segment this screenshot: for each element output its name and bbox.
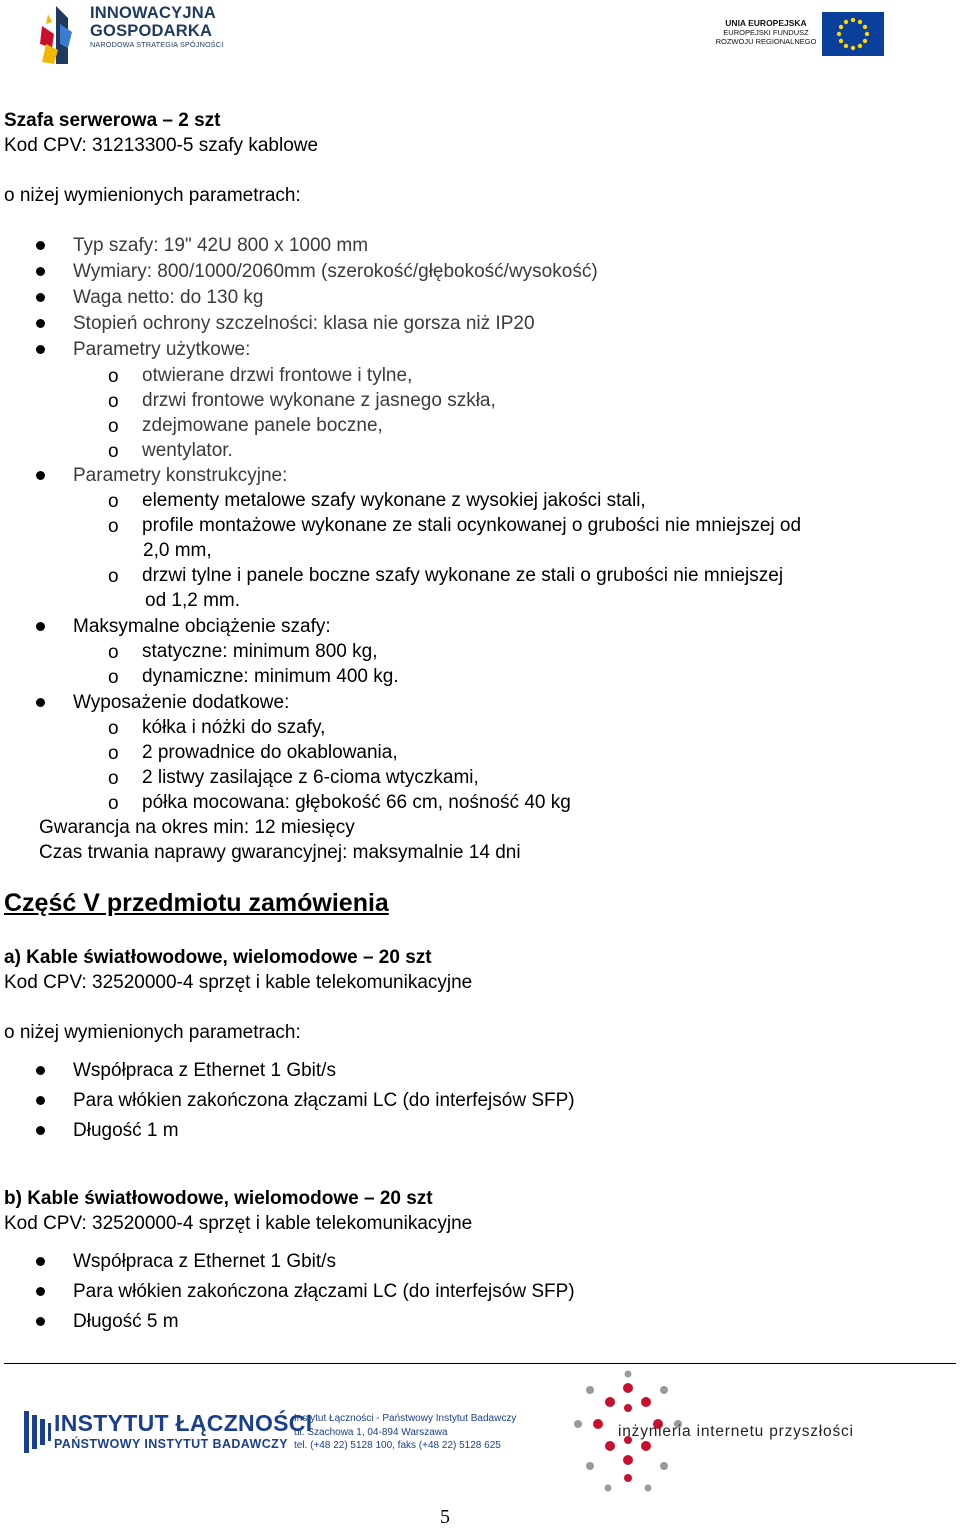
sub-marker: o [108, 566, 119, 587]
sub-marker: o [108, 642, 119, 663]
ig-line2: GOSPODARKA [90, 22, 213, 40]
bullet-icon [36, 319, 45, 328]
sub-marker: o [108, 793, 119, 814]
sub-marker: o [108, 366, 119, 387]
sub-marker: o [108, 491, 119, 512]
section-a-cpv: Kod CPV: 32520000-4 sprzęt i kable telekomunikacyjne [4, 972, 473, 993]
sub-list-item: półka mocowana: głębokość 66 cm, nośność 40 kg [142, 792, 571, 813]
section1-intro: o niżej wymienionych parametrach: [4, 185, 301, 206]
sub-list-item: wentylator. [142, 440, 233, 461]
sub-marker: o [108, 768, 119, 789]
list-item: Maksymalne obciążenie szafy: [73, 616, 331, 637]
sub-list-item: statyczne: minimum 800 kg, [142, 641, 378, 662]
ig-line1: INNOWACYJNA [90, 4, 216, 22]
section-a-intro: o niżej wymienionych parametrach: [4, 1022, 301, 1043]
list-item: Parametry konstrukcyjne: [73, 465, 288, 486]
bullet-icon [36, 293, 45, 302]
sub-list-item: profile montażowe wykonane ze stali ocynkowanej o grubości nie mniejszej od [142, 515, 802, 536]
il-address-line3: tel. (+48 22) 5128 100, faks (+48 22) 5128 625 [294, 1440, 501, 1451]
eu-line1: UNIA EUROPEJSKA [725, 18, 807, 28]
sub-list-item: elementy metalowe szafy wykonane z wysokiej jakości stali, [142, 490, 646, 511]
list-item: Typ szafy: 19" 42U 800 x 1000 mm [73, 235, 369, 256]
list-item: Współpraca z Ethernet 1 Gbit/s [73, 1251, 336, 1272]
il-address-line1: Instytut Łączności - Państwowy Instytut Badawczy [294, 1413, 517, 1424]
repair-text: Czas trwania naprawy gwarancyjnej: maksymalnie 14 dni [39, 842, 521, 863]
list-item: Parametry użytkowe: [73, 339, 251, 360]
il-address-line2: ul. Szachowa 1, 04-894 Warszawa [294, 1426, 448, 1438]
instytut-lacznosci-logo [20, 1405, 550, 1457]
sub-list-item: kółka i nóżki do szafy, [142, 717, 326, 738]
sub-list-item: 2 prowadnice do okablowania, [142, 742, 398, 763]
il-name: INSTYTUT ŁĄCZNOŚCI [54, 1410, 313, 1436]
bullet-icon [36, 622, 45, 631]
bullet-icon [36, 1287, 45, 1296]
list-item: Długość 5 m [73, 1311, 179, 1332]
footer-divider [4, 1363, 956, 1364]
bullet-icon [36, 241, 45, 250]
bullet-icon [36, 1126, 45, 1135]
eu-line2: EUROPEJSKI FUNDUSZ [723, 28, 809, 37]
list-item: Współpraca z Ethernet 1 Gbit/s [73, 1060, 336, 1081]
sub-list-item-cont: od 1,2 mm. [145, 590, 241, 611]
list-item: Wyposażenie dodatkowe: [73, 692, 290, 713]
sub-list-item: 2 listwy zasilające z 6-cioma wtyczkami, [142, 767, 479, 788]
sub-marker: o [108, 416, 119, 437]
iip-logo [568, 1368, 948, 1498]
eu-line3: ROZWOJU REGIONALNEGO [715, 37, 817, 46]
sub-marker: o [108, 718, 119, 739]
il-subtitle: PAŃSTWOWY INSTYTUT BADAWCZY [54, 1437, 288, 1451]
bullet-icon [36, 471, 45, 480]
section-a-title: a) Kable światłowodowe, wielomodowe – 20 szt [4, 947, 432, 968]
sub-list-item: zdejmowane panele boczne, [142, 415, 383, 436]
innowacyjna-gospodarka-logo [38, 4, 238, 66]
part-heading: Część V przedmiotu zamówienia [4, 889, 389, 917]
il-emblem-icon [22, 1409, 52, 1455]
ig-text [90, 4, 223, 50]
list-item: Stopień ochrony szczelności: klasa nie gorsza niż IP20 [73, 313, 535, 334]
sub-marker: o [108, 441, 119, 462]
sub-list-item: drzwi frontowe wykonane z jasnego szkła, [142, 390, 496, 411]
eu-stars-icon [822, 12, 884, 56]
ig-line3: NARODOWA STRATEGIA SPÓJNOŚCI [90, 40, 224, 49]
iip-text: inżynieria internetu przyszłości [618, 1423, 854, 1440]
ig-emblem-icon [38, 4, 78, 66]
section1-title: Szafa serwerowa – 2 szt [4, 110, 221, 131]
sub-marker: o [108, 667, 119, 688]
list-item: Długość 1 m [73, 1120, 179, 1141]
bullet-icon [36, 1096, 45, 1105]
sub-marker: o [108, 516, 119, 537]
section-b-cpv: Kod CPV: 32520000-4 sprzęt i kable telekomunikacyjne [4, 1213, 473, 1234]
eu-text [714, 18, 818, 46]
list-item: Para włókien zakończona złączami LC (do interfejsów SFP) [73, 1281, 575, 1302]
list-item: Waga netto: do 130 kg [73, 287, 264, 308]
section-b-title: b) Kable światłowodowe, wielomodowe – 20 szt [4, 1188, 433, 1209]
sub-list-item: drzwi tylne i panele boczne szafy wykonane ze stali o grubości nie mniejszej [142, 565, 784, 586]
sub-list-item: dynamiczne: minimum 400 kg. [142, 666, 399, 687]
sub-list-item: otwierane drzwi frontowe i tylne, [142, 365, 413, 386]
eu-logo [714, 12, 884, 58]
list-item: Para włókien zakończona złączami LC (do interfejsów SFP) [73, 1090, 575, 1111]
sub-marker: o [108, 391, 119, 412]
bullet-icon [36, 1317, 45, 1326]
list-item: Wymiary: 800/1000/2060mm (szerokość/głębokość/wysokość) [73, 261, 598, 282]
sub-list-item-cont: 2,0 mm, [143, 540, 212, 561]
page-number: 5 [440, 1506, 450, 1528]
warranty-text: Gwarancja na okres min: 12 miesięcy [39, 817, 355, 838]
sub-marker: o [108, 743, 119, 764]
bullet-icon [36, 1066, 45, 1075]
section1-cpv: Kod CPV: 31213300-5 szafy kablowe [4, 135, 319, 156]
il-address [294, 1412, 516, 1453]
eu-flag-icon [822, 12, 884, 56]
bullet-icon [36, 698, 45, 707]
bullet-icon [36, 345, 45, 354]
bullet-icon [36, 267, 45, 276]
bullet-icon [36, 1257, 45, 1266]
